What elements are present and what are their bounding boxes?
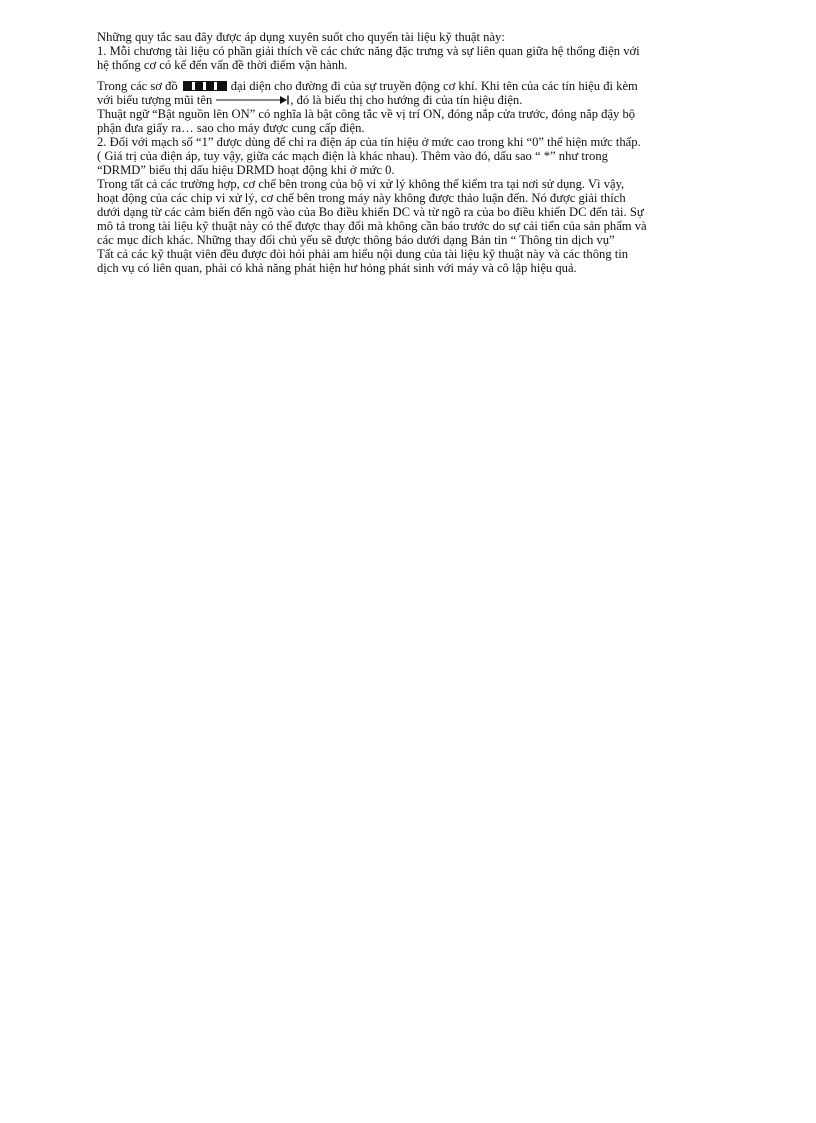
signal-direction-arrow-icon — [216, 95, 290, 105]
arrow-text-before: với biểu tượng mũi tên — [97, 93, 213, 107]
paragraph-1-line-2: hệ thống cơ có kể đến vấn đề thời điểm vận hành. — [97, 58, 348, 72]
diagram-text-after: đại diện cho đường đi của sự truyền động cơ khí. Khi tên của các tín hiệu đi kèm — [230, 79, 638, 93]
diagram-line-1 — [97, 79, 769, 93]
paragraph-2-line-2: ( Giá trị của điện áp, tuy vậy, giữa các mạch điện là khác nhau). Thêm vào đó, dấu sao “ *” như trong — [97, 149, 608, 163]
paragraph-3-line-4: mô tả trong tài liệu kỹ thuật này có thể được thay đổi mà không cần báo trước do sự cải tiến của sản phẩm và — [97, 219, 647, 233]
intro-text: Những quy tắc sau đây được áp dụng xuyên suốt cho quyển tài liệu kỹ thuật này: — [97, 30, 505, 44]
arrow-text-after: , đó là biểu thị cho hướng đi của tín hiệu điện. — [290, 93, 523, 107]
paragraph-4-line-2: dịch vụ có liên quan, phải có khả năng phát hiện hư hỏng phát sinh với máy và cô lập hiệu quả. — [97, 261, 577, 275]
paragraph-3-line-5: các mục đích khác. Những thay đổi chủ yếu sẽ được thông báo dưới dạng Bản tin “ Thông tin dịch vụ” — [97, 233, 615, 247]
paragraph-3-line-1: Trong tất cả các trường hợp, cơ chế bên trong của bộ vi xử lý không thể kiểm tra tại nơi sử dụng. Vì vậy, — [97, 177, 625, 191]
diagram-text-before: Trong các sơ đồ — [97, 79, 178, 93]
diagram-line-2 — [97, 93, 769, 107]
paragraph-3-line-3: dưới dạng từ các cảm biến đến ngõ vào của Bo điều khiển DC và từ ngõ ra của bo điều khiển DC đến tải. Sự — [97, 205, 644, 219]
paragraph-1-line-1: 1. Mỗi chương tài liệu có phần giải thích về các chức năng đặc trưng và sự liên quan giữa hệ thống điện với — [97, 44, 640, 58]
paragraph-4-line-1: Tất cả các kỹ thuật viên đều được đòi hỏi phải am hiểu nội dung của tài liệu kỹ thuật này và các thông tin — [97, 247, 629, 261]
power-on-line-1: Thuật ngữ “Bật nguồn lên ON” có nghĩa là bật công tắc về vị trí ON, đóng nắp cửa trước, đóng nắp đậy bộ — [97, 107, 636, 121]
power-on-line-2: phận đưa giấy ra… sao cho máy được cung cấp điện. — [97, 121, 365, 135]
document-body — [97, 30, 769, 275]
paragraph-3-line-2: hoạt động của các chip vi xử lý, cơ chế bên trong máy này không được thảo luận đến. Nó được giải thích — [97, 191, 626, 205]
paragraph-2-line-1: 2. Đối với mạch số “1” được dùng để chỉ ra điện áp của tín hiệu ở mức cao trong khi “0” thể hiện mức thấp. — [97, 135, 641, 149]
mechanical-drive-path-icon — [183, 81, 227, 91]
paragraph-2-line-3: “DRMD” biểu thị dấu hiệu DRMD hoạt động khi ở mức 0. — [97, 163, 395, 177]
